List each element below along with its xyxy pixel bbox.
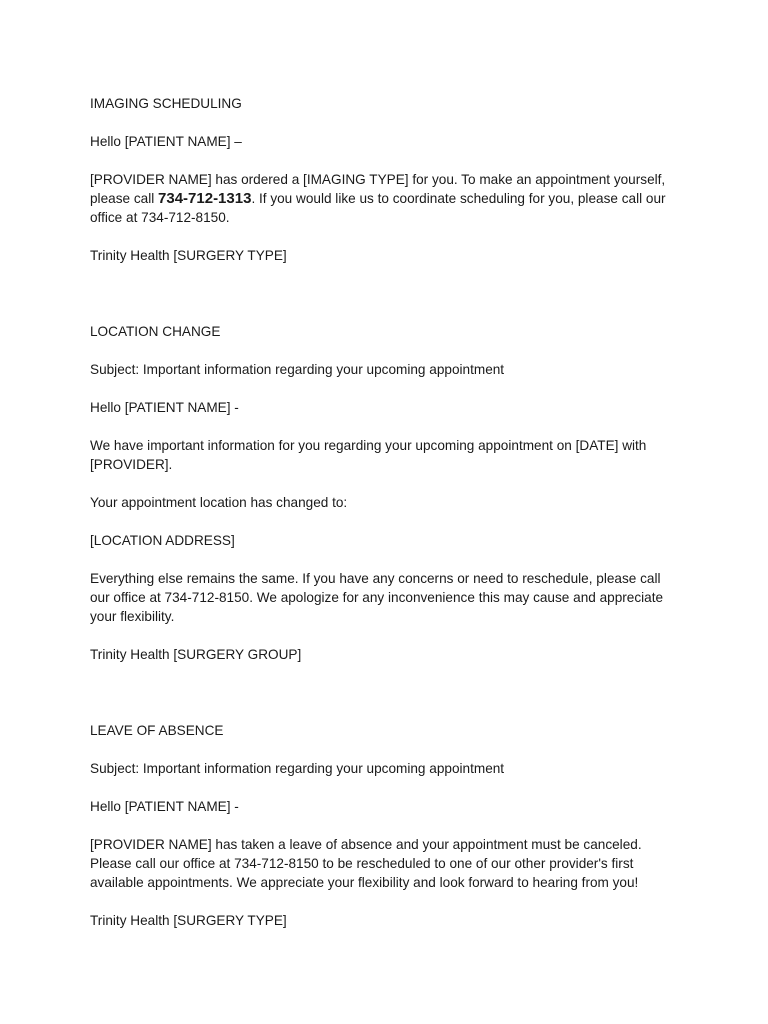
- greeting: Hello [PATIENT NAME] -: [90, 400, 239, 415]
- signature: Trinity Health [SURGERY GROUP]: [90, 647, 302, 662]
- message-body: Your appointment location has changed to:: [90, 495, 348, 510]
- message-text: [PROVIDER NAME] has ordered a [IMAGING TYPE] for you. To make an appointment yourself, please call: [90, 172, 666, 206]
- message-body: [90, 170, 680, 227]
- location-address: [LOCATION ADDRESS]: [90, 533, 235, 548]
- section-spacer: [90, 284, 680, 322]
- leave-of-absence-section: [90, 721, 680, 930]
- signature: Trinity Health [SURGERY TYPE]: [90, 248, 287, 263]
- greeting: Hello [PATIENT NAME] –: [90, 134, 242, 149]
- message-body: We have important information for you regarding your upcoming appointment on [DATE] with [PROVIDER].: [90, 438, 647, 472]
- email-subject: Subject: Important information regarding your upcoming appointment: [90, 761, 505, 776]
- section-heading: LOCATION CHANGE: [90, 324, 221, 339]
- scheduling-phone-number: 734-712-1313: [158, 190, 252, 207]
- message-body: [PROVIDER NAME] has taken a leave of absence and your appointment must be canceled. Please call our office at 734-712-8150 to be rescheduled to one of our other provider's first available appointments. We appreciate your flexibility and look forward to hearing from you!: [90, 837, 642, 890]
- section-heading: IMAGING SCHEDULING: [90, 96, 242, 111]
- email-subject: Subject: Important information regarding your upcoming appointment: [90, 362, 505, 377]
- location-change-section: [90, 322, 680, 664]
- message-body: Everything else remains the same. If you have any concerns or need to reschedule, please call our office at 734-712-8150. We apologize for any inconvenience this may cause and appreciate your flexibility.: [90, 571, 664, 624]
- document-page: [90, 94, 680, 949]
- imaging-scheduling-section: [90, 94, 680, 265]
- message-text: . If you would like us to coordinate scheduling for you, please call our office at 734-712-8150.: [90, 191, 666, 225]
- section-heading: LEAVE OF ABSENCE: [90, 723, 224, 738]
- section-spacer: [90, 683, 680, 721]
- signature: Trinity Health [SURGERY TYPE]: [90, 913, 287, 928]
- greeting: Hello [PATIENT NAME] -: [90, 799, 239, 814]
